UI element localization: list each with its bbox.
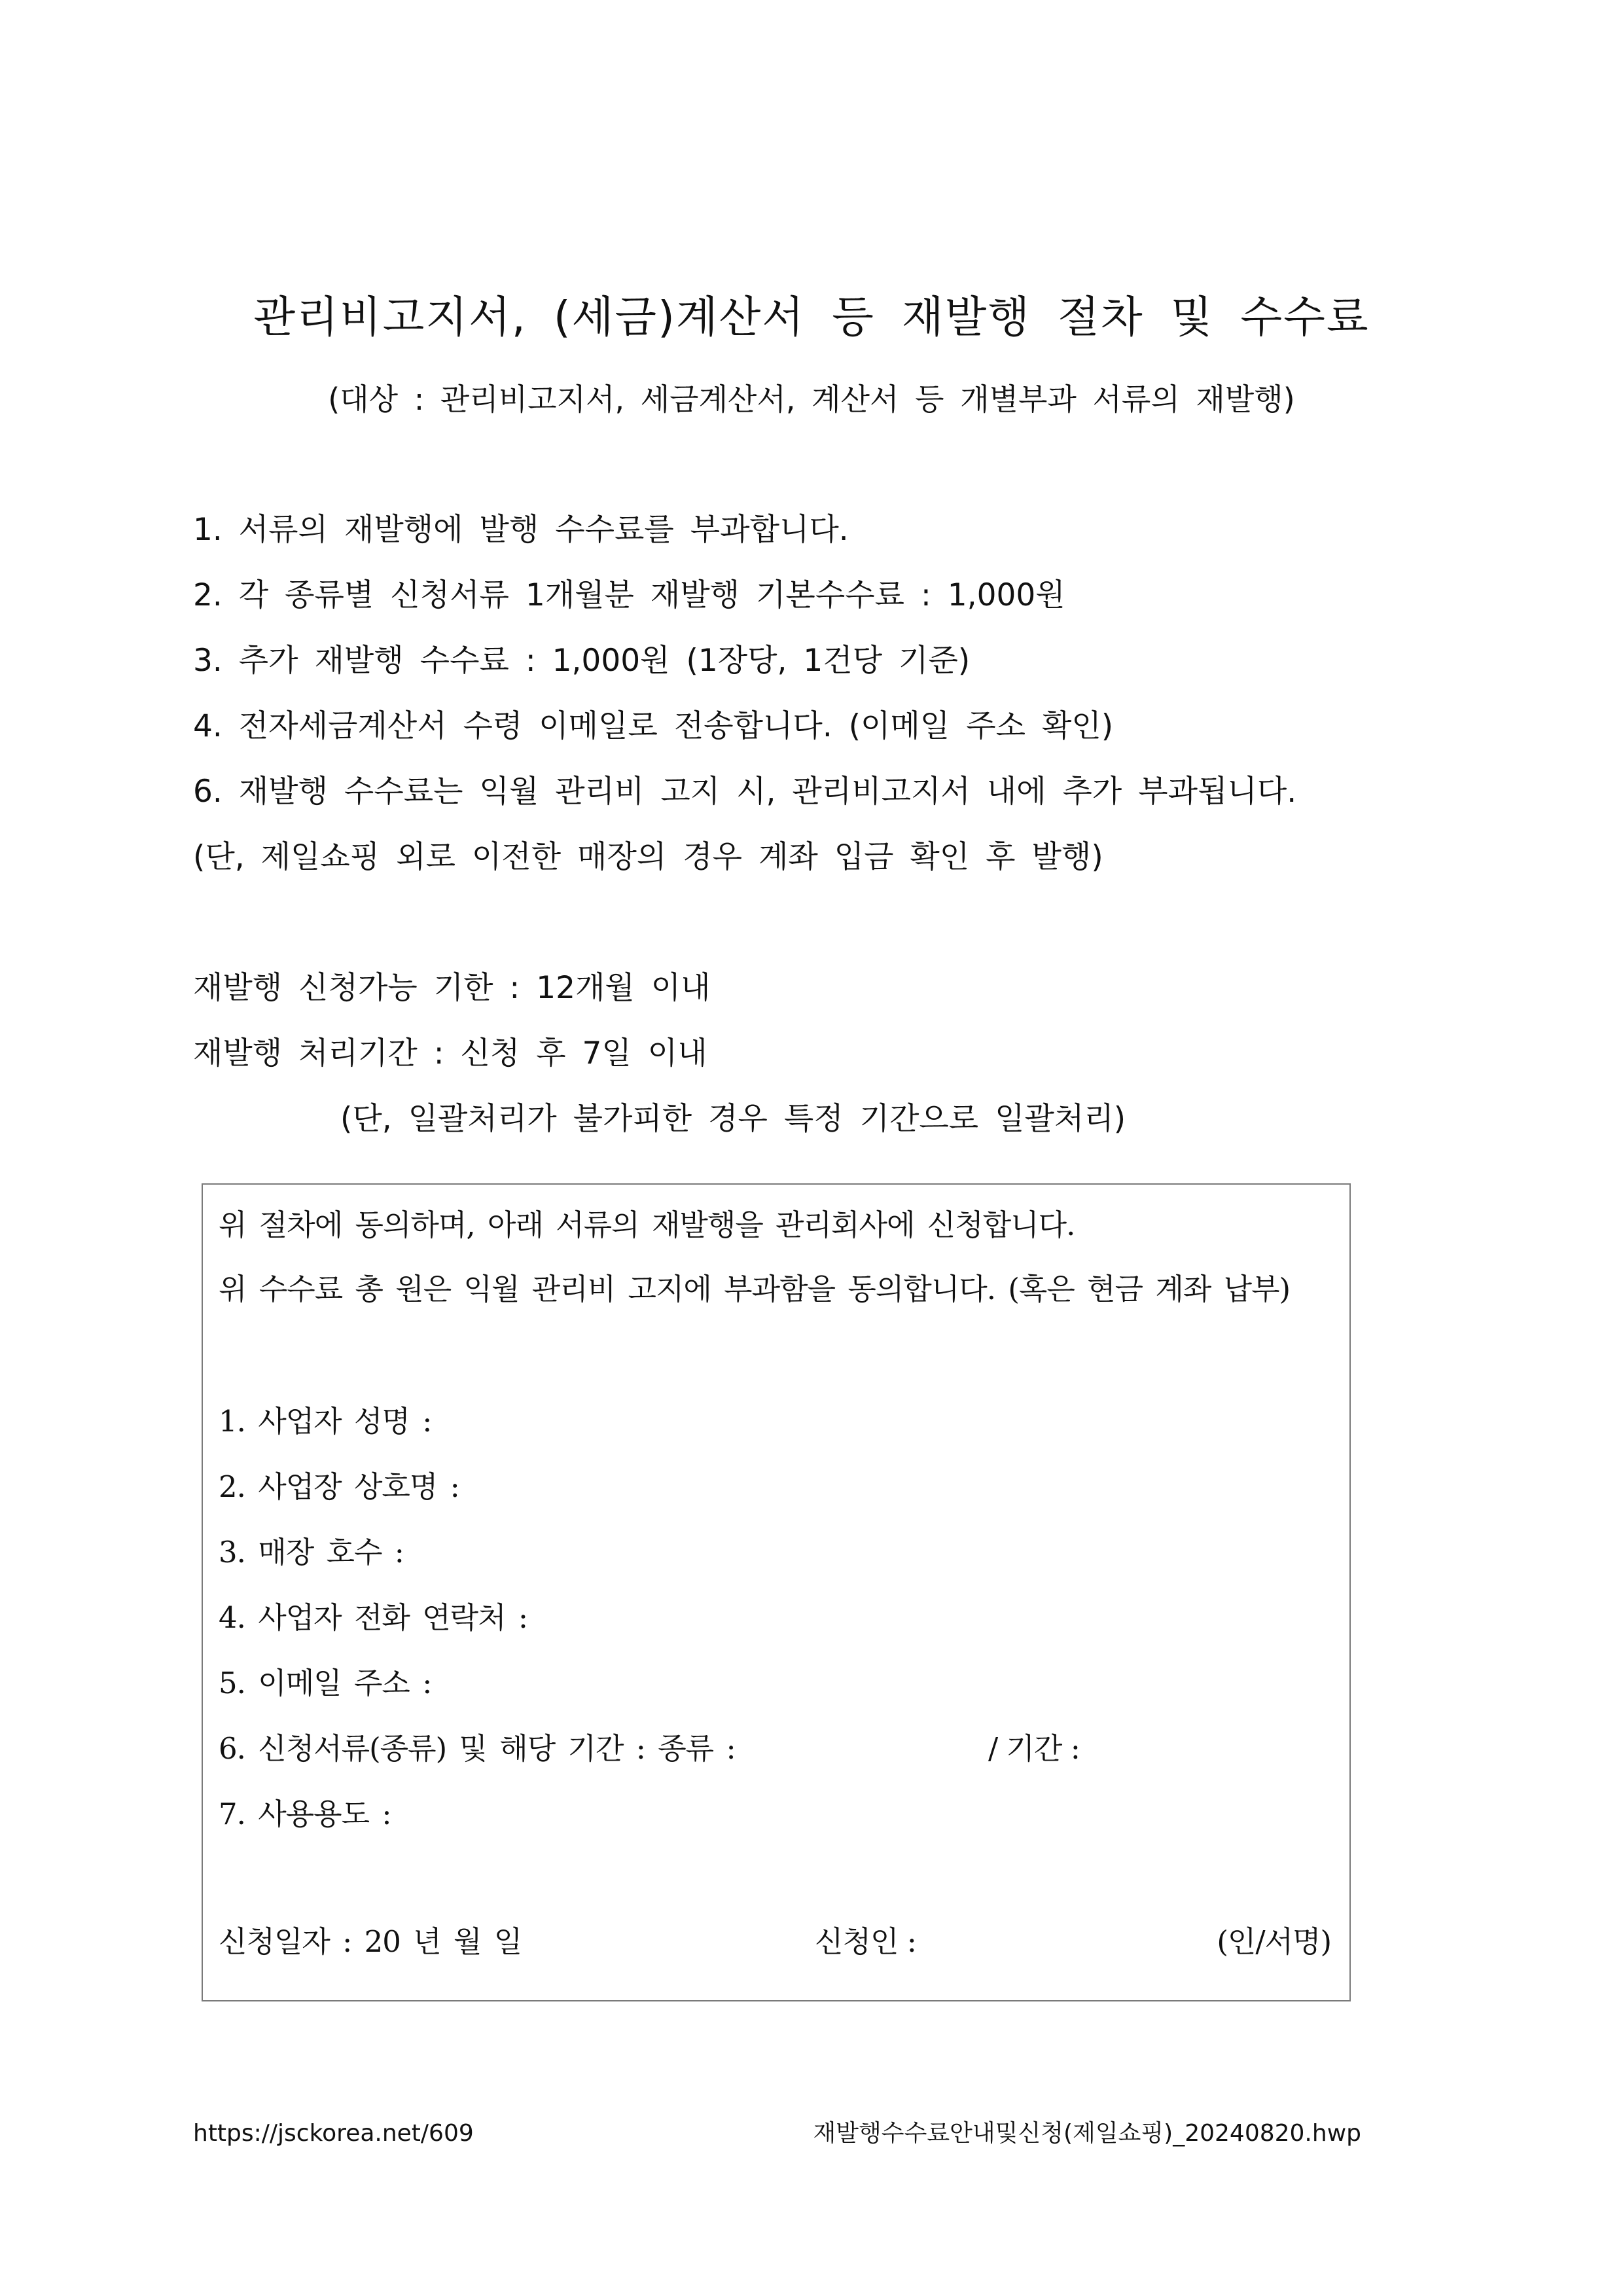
document-title: 관리비고지서, (세금)계산서 등 재발행 절차 및 수수료 (253, 292, 1370, 342)
agreement-line-1: 위 절차에 동의하며, 아래 서류의 재발행을 관리회사에 신청합니다. (219, 1208, 1075, 1242)
item-2: 2. 각 종류별 신청서류 1개월분 재발행 기본수수료 : 1,000원 (193, 577, 1065, 613)
item-6: 6. 재발행 수수료는 익월 관리비 고지 시, 관리비고지서 내에 추가 부과됩니다. (193, 774, 1297, 810)
item-1: 1. 서류의 재발행에 발행 수수료를 부과합니다. (193, 512, 849, 548)
field-phone[interactable]: 4. 사업자 전화 연락처 : (219, 1600, 528, 1635)
item-note: (단, 제일쇼핑 외로 이전한 매장의 경우 계좌 입금 확인 후 발행) (193, 839, 1103, 875)
field-business-owner-name[interactable]: 1. 사업자 성명 : (219, 1404, 432, 1439)
field-store-number[interactable]: 3. 매장 호수 : (219, 1535, 404, 1570)
field-document-type[interactable]: 6. 신청서류(종류) 및 해당 기간 : 종류 : (219, 1731, 736, 1766)
item-3: 3. 추가 재발행 수수료 : 1,000원 (1장당, 1건당 기준) (193, 643, 971, 679)
applicant-label[interactable]: 신청인 : (815, 1924, 916, 1959)
application-form-box (202, 1183, 1351, 2001)
document-subtitle: (대상 : 관리비고지서, 세금계산서, 계산서 등 개별부과 서류의 재발행) (328, 382, 1295, 417)
field-usage[interactable]: 7. 사용용도 : (219, 1797, 391, 1831)
footer-filename: 재발행수수료안내및신청(제일쇼핑)_20240820.hwp (813, 2120, 1361, 2147)
application-date[interactable]: 신청일자 : 20 년 월 일 (219, 1924, 522, 1959)
reissue-limit: 재발행 신청가능 기한 : 12개월 이내 (193, 970, 711, 1006)
reissue-processing: 재발행 처리기간 : 신청 후 7일 이내 (193, 1035, 707, 1071)
seal-signature: (인/서명) (1217, 1924, 1331, 1959)
field-email[interactable]: 5. 이메일 주소 : (219, 1666, 432, 1700)
field-business-name[interactable]: 2. 사업장 상호명 : (219, 1469, 459, 1504)
item-4: 4. 전자세금계산서 수령 이메일로 전송합니다. (이메일 주소 확인) (193, 708, 1114, 744)
reissue-note: (단, 일괄처리가 불가피한 경우 특정 기간으로 일괄처리) (340, 1101, 1126, 1137)
footer-url: https://jsckorea.net/609 (193, 2120, 474, 2147)
field-document-period[interactable]: / 기간 : (988, 1731, 1080, 1766)
agreement-line-2: 위 수수료 총 원은 익월 관리비 고지에 부과함을 동의합니다. (혹은 현금 계좌 납부) (219, 1272, 1291, 1306)
